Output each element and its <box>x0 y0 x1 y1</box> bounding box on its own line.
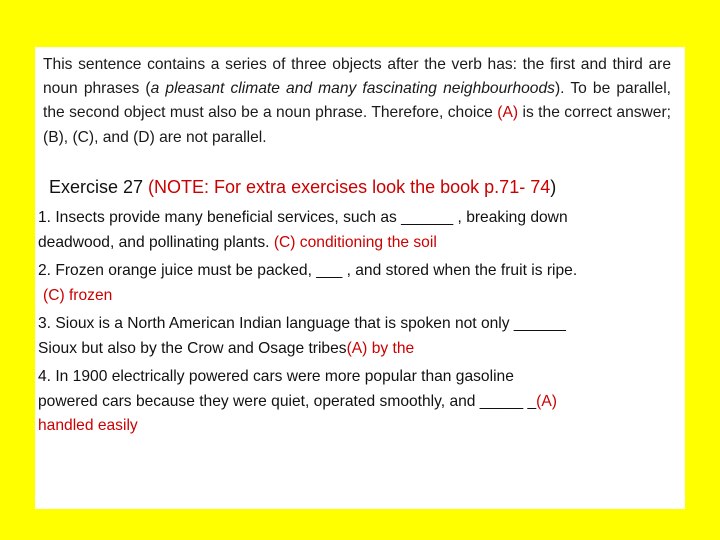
item-4-answer: (A) <box>536 392 557 410</box>
intro-choice: (A) <box>497 104 519 122</box>
item-1-line-2: deadwood, and pollinating plants. <box>38 233 274 251</box>
item-4-line-2: powered cars because they were quiet, operated smoothly, and _____ _ <box>38 392 537 410</box>
heading-note: (NOTE: For extra exercises look the book p.71- 74 <box>148 177 551 197</box>
heading-title: Exercise 27 <box>49 177 149 197</box>
intro-text-1: This sentence contains a series of three objects after the verb has: the first and third are noun phrases ( <box>43 56 671 98</box>
item-2-line-1: 2. Frozen orange juice must be packed, ___ , and stored when the fruit is ripe. <box>38 262 578 279</box>
exercise-list <box>38 206 683 443</box>
item-3-answer: (A) by the <box>346 339 415 357</box>
exercise-item-3 <box>38 312 683 361</box>
item-2-answer: (C) frozen <box>43 286 113 304</box>
intro-italic-phrase: a pleasant climate and many fascinating neighbourhoods <box>150 80 555 98</box>
intro-text-3: is the correct answer; (B), (C), and (D) are not parallel. <box>43 104 671 146</box>
item-3-line-1: 3. Sioux is a North American Indian language that is spoken not only ______ <box>38 315 566 332</box>
item-4-line-1: 4. In 1900 electrically powered cars were more popular than gasoline <box>38 368 514 385</box>
item-1-answer: (C) conditioning the soil <box>273 233 437 251</box>
heading-close: ) <box>550 177 557 197</box>
intro-text-2: ). To be parallel, the second object must also be a noun phrase. Therefore, choice <box>43 80 671 122</box>
item-1-line-1: 1. Insects provide many beneficial services, such as ______ , breaking down <box>38 209 568 226</box>
item-4-line-3: handled easily <box>38 417 138 434</box>
exercise-heading <box>49 175 679 199</box>
item-3-line-2: Sioux but also by the Crow and Osage tribes <box>38 339 347 357</box>
intro-paragraph <box>43 53 671 150</box>
content-panel <box>35 47 685 509</box>
exercise-item-2 <box>38 259 683 308</box>
exercise-item-4 <box>38 365 683 439</box>
exercise-item-1 <box>38 206 683 255</box>
